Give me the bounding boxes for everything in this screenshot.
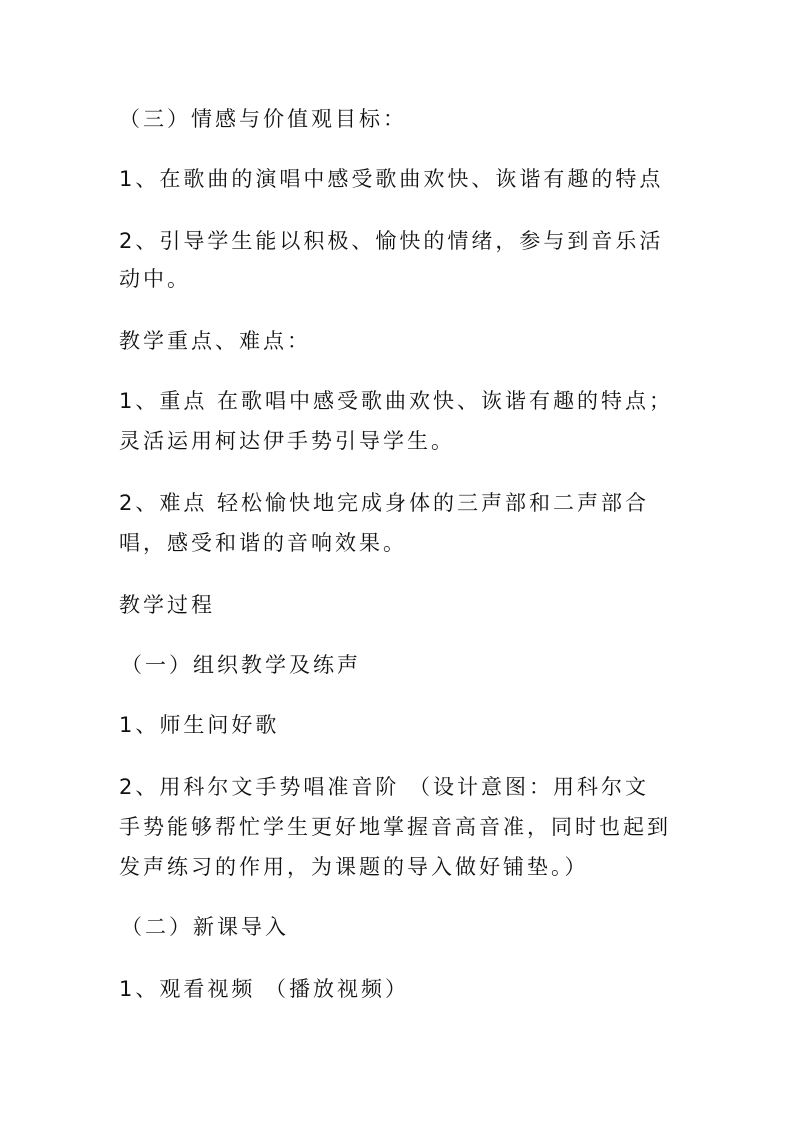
paragraph-line: 1、师生问好歌 xyxy=(119,713,280,737)
paragraph-line: 动中。 xyxy=(119,267,191,291)
section-heading-teaching-process: 教学过程 xyxy=(119,593,215,617)
paragraph-line: 唱，感受和谐的音响效果。 xyxy=(119,531,407,555)
paragraph-line: 灵活运用柯达伊手势引导学生。 xyxy=(119,429,455,453)
subsection-heading-new-lesson: （二）新课导入 xyxy=(121,915,289,939)
paragraph-line: 1、在歌曲的演唱中感受歌曲欢快、诙谐有趣的特点 xyxy=(119,167,664,191)
paragraph-line: 手势能够帮忙学生更好地掌握音高音准，同时也起到 xyxy=(119,815,671,839)
section-heading-key-points: 教学重点、难点： xyxy=(119,329,311,353)
section-heading-emotion-values: （三）情感与价值观目标： xyxy=(119,107,407,131)
paragraph-line: 1、观看视频 （播放视频） xyxy=(119,977,410,1001)
paragraph-line: 1、重点 在歌唱中感受歌曲欢快、诙谐有趣的特点； xyxy=(119,389,674,413)
paragraph-line: 2、难点 轻松愉快地完成身体的三声部和二声部合 xyxy=(119,491,650,515)
paragraph-line: 2、用科尔文手势唱准音阶 （设计意图：用科尔文 xyxy=(119,775,650,799)
subsection-heading-organize: （一）组织教学及练声 xyxy=(121,653,361,677)
paragraph-line: 2、引导学生能以积极、愉快的情绪，参与到音乐活 xyxy=(119,229,664,253)
paragraph-line: 发声练习的作用，为课题的导入做好铺垫。） xyxy=(119,855,589,879)
